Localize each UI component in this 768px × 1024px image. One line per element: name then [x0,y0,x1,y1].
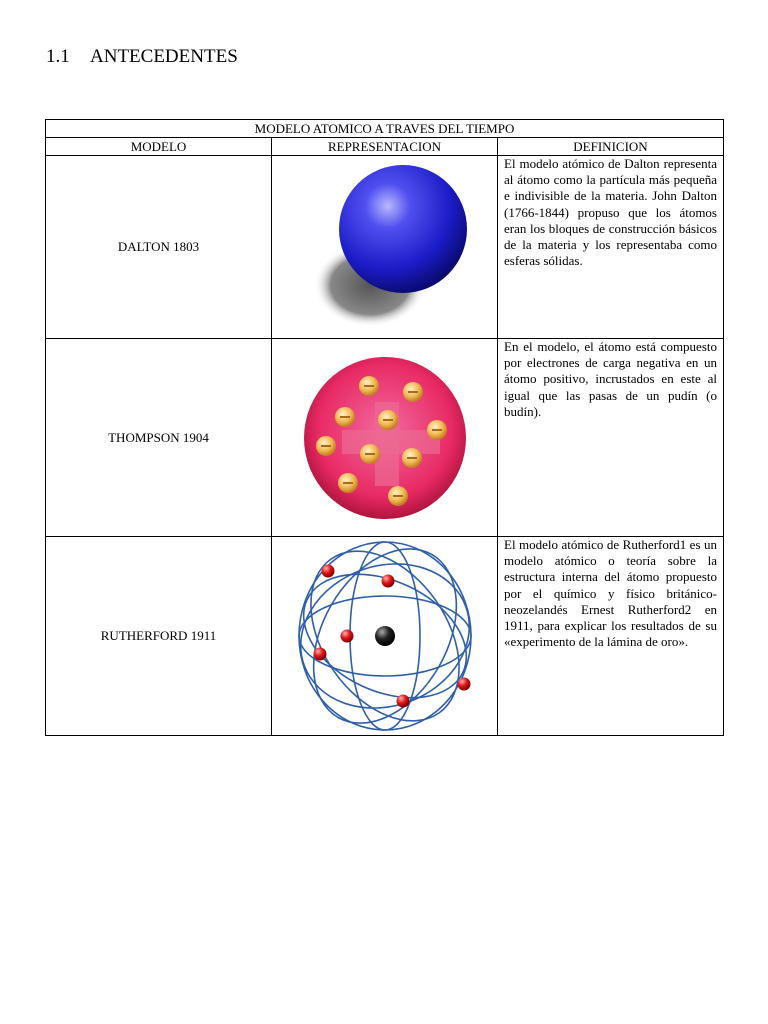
model-name: RUTHERFORD 1911 [46,537,272,736]
column-header-representation: REPRESENTACION [272,138,498,156]
table-row-dalton [46,156,724,339]
column-header-definition: DEFINICION [498,138,724,156]
table-row-rutherford [46,537,724,736]
column-header-model: MODELO [46,138,272,156]
atomic-models-table [45,119,724,736]
section-number: 1.1 [46,46,70,67]
thompson-model-image [272,339,498,537]
model-definition: El modelo atómico de Dalton representa al átomo como la partícula más pequeña e indivisible de la materia. John Dalton (1766-1844) propuso que los átomos eran los bloques de construcción básicos de la materia y los representaba como esferas sólidas. [498,156,724,339]
model-name: THOMPSON 1904 [46,339,272,537]
nucleus-icon [375,626,395,646]
section-title: ANTECEDENTES [90,46,238,67]
dalton-model-image [272,156,498,339]
table-header-row [46,138,724,156]
rutherford-model-image [272,537,498,736]
table-caption: MODELO ATOMICO A TRAVES DEL TIEMPO [46,120,724,138]
model-definition: En el modelo, el átomo está compuesto por electrones de carga negativa en un átomo positivo, incrustados en este al igual que las pasas de un pudín (o budín). [498,339,724,537]
model-name: DALTON 1803 [46,156,272,339]
section-heading [46,46,238,68]
table-row-thompson [46,339,724,537]
model-definition: El modelo atómico de Rutherford1 es un modelo atómico o teoría sobre la estructura interna del átomo propuesto por el químico y físico británico-neozelandés Ernest Rutherford2 en 1911, para explicar los resultados de su «experimento de la lámina de oro». [498,537,724,736]
